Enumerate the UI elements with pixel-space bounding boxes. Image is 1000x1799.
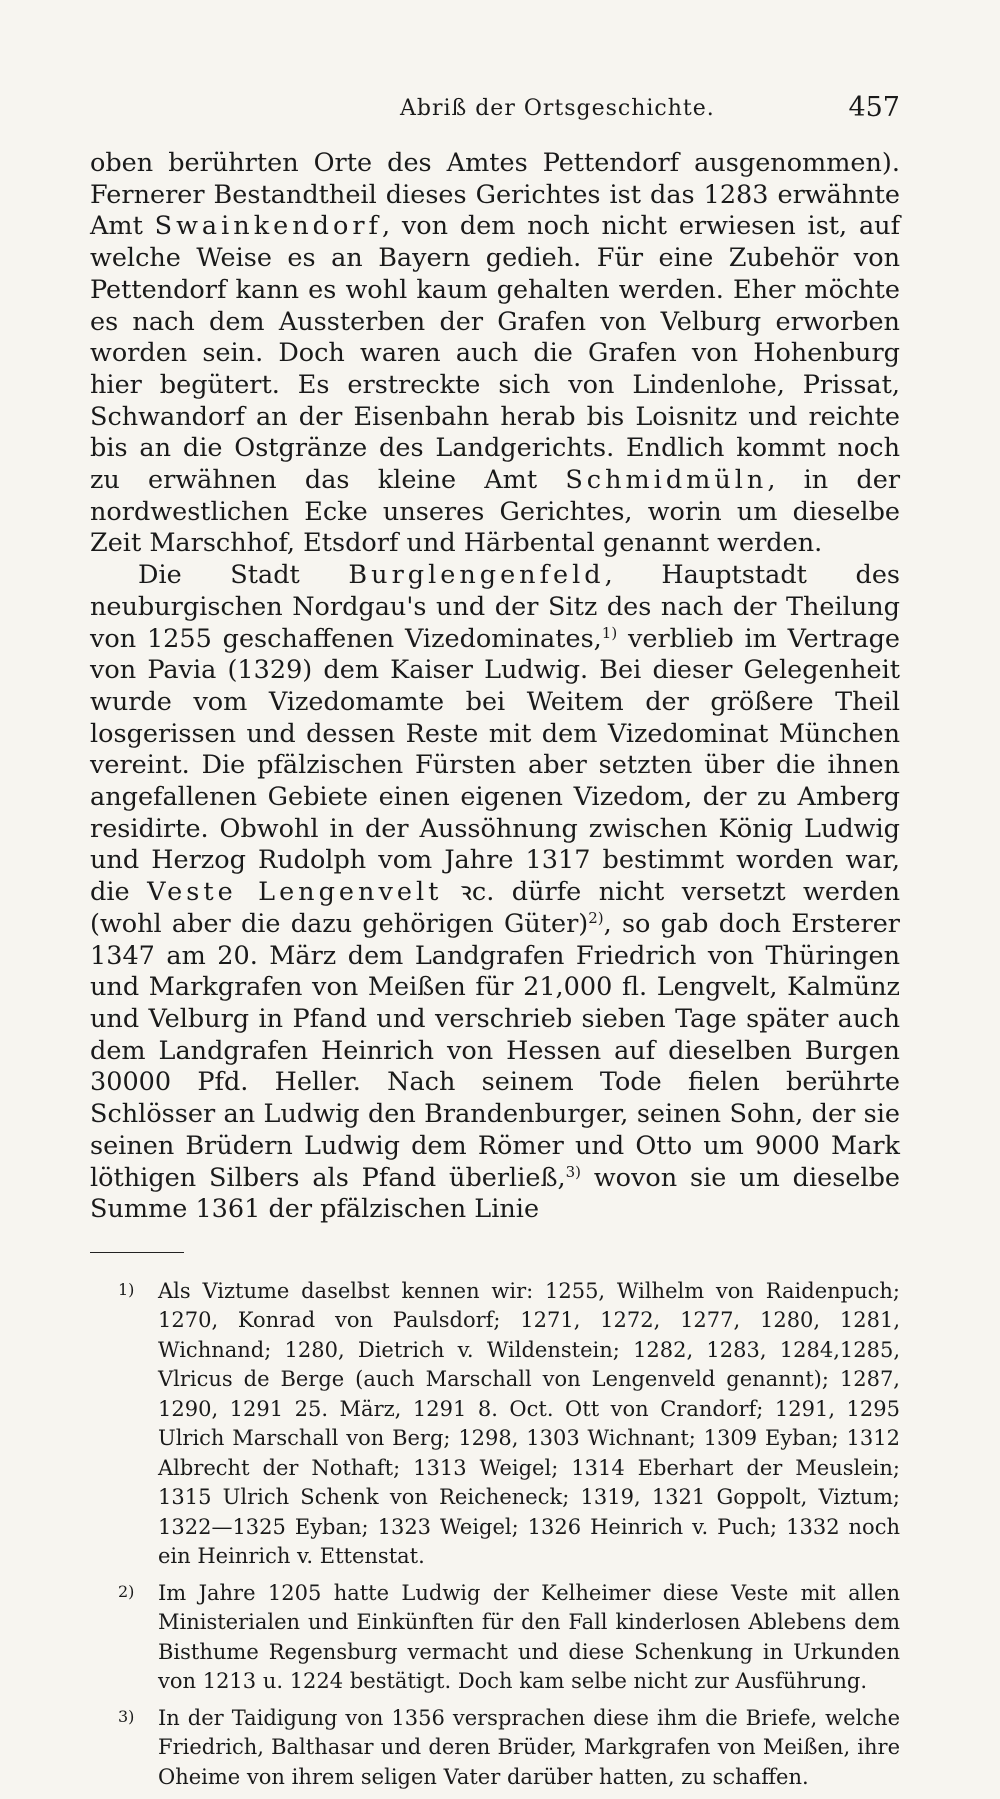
footnote-ref-3[interactable]: 3) bbox=[565, 1162, 581, 1181]
paragraph-2-text-f: wovon sie um dieselbe Summe 1361 der pfälzischen Linie bbox=[90, 1162, 900, 1225]
footnote-2 bbox=[90, 1579, 900, 1697]
footnotes bbox=[90, 1277, 900, 1793]
paragraph-2-text-d: ꝛc. dürfe nicht versetzt werden (wohl aber die dazu gehörigen Güter) bbox=[90, 877, 901, 939]
place-name-lengenvelt: Lengenvelt bbox=[236, 877, 443, 908]
footnote-ref-1[interactable]: 1) bbox=[601, 623, 618, 642]
running-title: Abriß der Ortsgeschichte. bbox=[400, 96, 715, 121]
place-name-burglengenfeld: Burglengenfeld bbox=[348, 560, 605, 591]
footnote-divider bbox=[90, 1252, 184, 1253]
footnote-text: In der Taidigung von 1356 versprachen diese ihm die Briefe, welche Friedrich, Balthasar und deren Brüder, Markgrafen von Meißen, ihre Oheime von ihrem seligen Vater darüber hatten, zu schaffen. bbox=[158, 1705, 900, 1789]
place-name-swainkendorf: Swainkendorf bbox=[154, 211, 382, 242]
main-text bbox=[90, 148, 900, 1226]
footnote-text: Im Jahre 1205 hatte Ludwig der Kelheimer diese Veste mit allen Ministerialen und Einkünften für den Fall kinderlosen Ablebens dem Bisthume Regensburg vermacht und diese Schenkung in Urkunden von 1213 u. 1224 bestätigt. Doch kam selbe nicht zur Ausführung. bbox=[158, 1580, 900, 1694]
footnote-marker: 1) bbox=[118, 1279, 135, 1299]
footnote-marker: 2) bbox=[118, 1581, 135, 1601]
paragraph-2-text-a: Die Stadt bbox=[138, 560, 300, 591]
place-name-schmidmueln: Schmidmüln bbox=[565, 465, 768, 496]
footnote-ref-2[interactable]: 2) bbox=[588, 908, 604, 927]
paragraph-1 bbox=[90, 148, 900, 560]
footnote-text: Als Viztume daselbst kennen wir: 1255, Wilhelm von Raidenpuch; 1270, Konrad von Paulsdorf; 1271, 1272, 1277, 1280, 1281, Wichnand; 1280, Dietrich v. Wildenstein; 1282, 1283, 1284,1285, Vlricus de Berge (auch Marschall von Lengenveld genannt); 1287, 1290, 1291 25. März, 1291 8. Oct. Ott von Crandorf; 1291, 1295 Ulrich Marschall von Berg; 1298, 1303 Wichnant; 1309 Eyban; 1312 Albrecht der Nothaft; 1313 Weigel; 1314 Eberhart der Meuslein; 1315 Ulrich Schenk von Reicheneck; 1319, 1321 Goppolt, Viztum; 1322—1325 Eyban; 1323 Weigel; 1326 Heinrich v. Puch; 1332 noch ein Heinrich v. Ettenstat. bbox=[158, 1278, 900, 1569]
book-page bbox=[90, 92, 901, 1799]
paragraph-1-text-b: , von dem noch nicht erwiesen ist, auf welche Weise es an Bayern gedieh. Für eine Zubehör von Pettendorf kann es wohl kaum gehalten werden. Eher möchte es nach dem Aussterben der Grafen von Velburg erworben worden sein. Doch waren auch die Grafen von Hohenburg hier begütert. Es erstreckte sich von Lindenlohe, Prissat, Schwandorf an der Eisenbahn herab bis Loisnitz und reichte bis an die Ostgränze des Landgerichts. Endlich kommt noch zu erwähnen das kleine Amt bbox=[90, 211, 901, 496]
footnote-3 bbox=[90, 1704, 900, 1793]
term-veste: Veste bbox=[147, 877, 237, 908]
paragraph-1-text-c: , in der nordwestlichen Ecke unseres Gerichtes, worin um dieselbe Zeit Marschhof, Etsdorf und Härbental genannt werden. bbox=[90, 465, 901, 559]
paragraph-2-text-e: , so gab doch Ersterer 1347 am 20. März dem Landgrafen Friedrich von Thüringen und Markgrafen von Meißen für 21,000 fl. Lengvelt, Kalmünz und Velburg in Pfand und verschrieb sieben Tage später auch dem Landgrafen Heinrich von Hessen auf dieselben Burgen 30000 Pfd. Heller. Nach seinem Tode fielen berührte Schlösser an Ludwig den Brandenburger, seinen Sohn, der sie seinen Brüdern Ludwig dem Römer und Otto um 9000 Mark löthigen Silbers als Pfand überließ, bbox=[90, 908, 901, 1193]
page-header bbox=[90, 92, 900, 136]
paragraph-1-text-a: oben berührten Orte des Amtes Pettendorf ausgenommen). Fernerer Bestandtheil dieses Gerichtes ist das 1283 erwähnte Amt bbox=[90, 148, 900, 242]
paragraph-2-text-c: verblieb im Vertrage von Pavia (1329) dem Kaiser Ludwig. Bei dieser Gelegenheit wurde vom Vizedomamte bei Weitem der größere Theil losgerissen und dessen Reste mit dem Vizedominat München vereint. Die pfälzischen Fürsten aber setzten über die ihnen angefallenen Gebiete einen eigenen Vizedom, der zu Amberg residirte. Obwohl in der Aussöhnung zwischen König Ludwig und Herzog Rudolph vom Jahre 1317 bestimmt worden war, die bbox=[90, 623, 900, 908]
footnote-marker: 3) bbox=[118, 1706, 135, 1726]
paragraph-2 bbox=[90, 560, 900, 1226]
footnote-1 bbox=[90, 1277, 900, 1572]
page-number: 457 bbox=[848, 92, 900, 123]
paragraph-2-text-b: , Hauptstadt des neuburgischen Nordgau's und der Sitz des nach der Theilung von 1255 geschaffenen Vizedominates, bbox=[90, 560, 900, 654]
